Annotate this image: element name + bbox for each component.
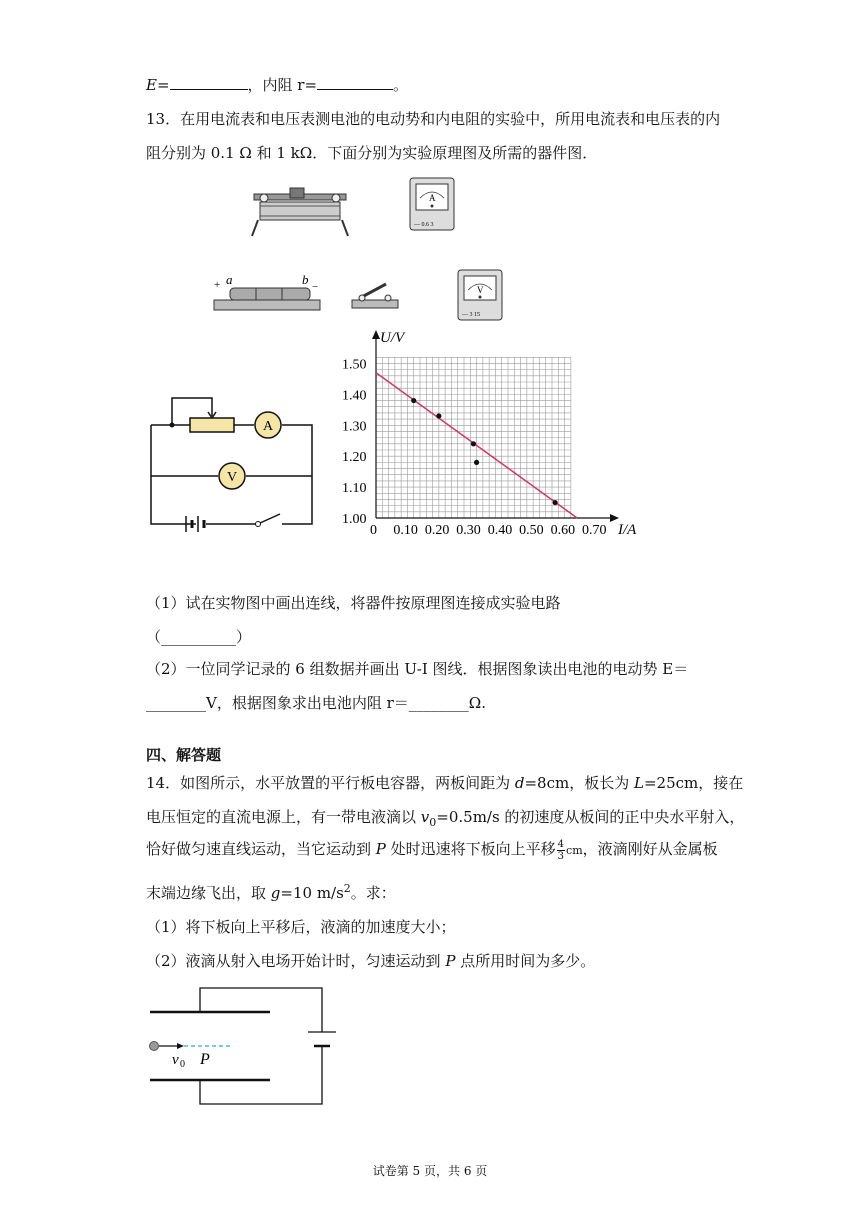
var-L: L [633,774,644,792]
data-point [474,460,479,465]
x-axis-label: I/A [618,522,637,538]
voltmeter-label: V [477,285,484,295]
fraction-denominator: 3 [557,850,565,862]
data-point [553,500,558,505]
q14-text: ，液滴刚好从金属板 [582,840,718,858]
capacitor-figure [140,982,340,1112]
q14-line3 [146,838,718,862]
battery-minus: − [312,281,319,293]
q14-text: 电压恒定的直流电源上，有一带电液滴以 [146,808,421,826]
switch-icon [352,284,398,308]
ammeter-scale: — 0.6 3 [414,222,434,228]
q13-text-line2: 阻分别为 0.1 Ω 和 1 kΩ．下面分别为实验原理图及所需的器件图． [146,144,598,162]
x-tick-label: 0.30 [456,523,481,538]
ammeter-symbol-label: A [263,419,274,434]
q14-text: =0.5m/s 的初速度从板间的正中央水平射入， [436,808,745,826]
q14-line4 [146,882,396,903]
var-P: P [375,840,386,858]
q14-text: =10 m/s [280,884,344,902]
x-tick-label: 0.70 [582,523,607,538]
battery-terminal-b: b [302,272,309,287]
y-tick-label: 1.20 [342,450,367,466]
fig-v-label: v [172,1052,179,1068]
voltmeter-scale: — 3 15 [462,312,480,318]
fraction-numerator: 4 [557,838,565,850]
page-footer: 试卷第 5 页，共 6 页 [372,1164,488,1178]
q14-sub2 [146,950,595,971]
y-axis-arrow [372,330,380,339]
answer-blank [170,89,248,90]
q14-text: =8cm，板长为 [524,774,634,792]
q14-text: 处时迅速将下板向上平移 [385,840,556,858]
q13-text-line1: 13．在用电流表和电压表测电池的电动势和内电阻的实验中，所用电流表和电压表的内 [146,110,721,128]
q14-text: =25cm，接在 [643,774,744,792]
line-end: 。 [393,76,409,94]
x-tick-label: 0.50 [519,523,544,538]
circuit-diagram [146,390,326,540]
var-g: g [270,884,281,902]
battery-terminal-a: a [226,272,233,287]
apparatus-figure [200,172,530,322]
q14-line1 [146,772,743,793]
q14-text: （2）液滴从射入电场开始计时，匀速运动到 [146,952,446,970]
u-i-chart [338,330,648,545]
superscript: 2 [343,882,351,895]
y-tick-label: 1.10 [342,481,367,497]
y-tick-label: 1.50 [342,357,367,373]
q13-sub2-line2: ________V，根据图象求出电池内阻 r＝________Ω. [146,694,486,712]
battery-icon [214,272,320,310]
y-tick-label: 1.30 [342,419,367,435]
voltmeter-symbol-label: V [227,470,238,485]
fig-P-label: P [200,1051,210,1068]
x-axis-arrow [610,514,619,522]
var-v: v [420,808,430,826]
subscript: 0 [429,816,437,829]
rheostat-icon [252,188,348,236]
q12-answer-line [146,74,408,95]
x-tick-label: 0.60 [550,523,576,538]
var-P: P [445,952,456,970]
data-point [471,441,476,446]
data-point [411,398,416,403]
q13-sub2-line1: （2）一位同学记录的 6 组数据并画出 U-I 图线．根据图象读出电池的电动势 E＝ [146,660,689,678]
q13-sub1-blank: （__________） [146,628,252,646]
x-tick-label: 0.40 [487,523,513,538]
chart-grid [376,357,571,518]
q14-text: 点所用时间为多少。 [455,952,596,970]
q14-text: 恰好做匀速直线运动，当它运动到 [146,840,376,858]
data-point [436,413,441,418]
e-label: E= [146,76,170,94]
q14-text: 14．如图所示，水平放置的平行板电容器，两板间距为 [146,774,515,792]
origin-label: 0 [370,523,377,538]
rheostat-symbol [190,418,234,432]
switch-symbol [256,514,281,527]
y-axis-label: U/V [380,330,405,346]
q14-text: 。求： [350,884,396,902]
q14-line2 [146,806,744,829]
ammeter-label: A [429,193,436,203]
unit: cm [566,844,583,857]
q14-text: 末端边缘飞出，取 [146,884,271,902]
x-tick-label: 0.10 [393,523,418,538]
voltmeter-icon [458,270,502,320]
fraction [557,839,565,862]
section-title: 四、解答题 [146,746,222,764]
y-tick-label: 1.00 [342,512,367,527]
battery-plus: + [214,279,221,291]
y-tick-label: 1.40 [342,388,367,404]
fig-v-subscript: 0 [180,1059,185,1070]
r-label: ，内阻 r= [247,76,318,94]
answer-blank [317,89,393,90]
q13-sub1: （1）试在实物图中画出连线，将器件按原理图连接成实验电路 [146,594,561,612]
ammeter-icon [410,178,454,230]
x-tick-label: 0.20 [424,523,450,538]
var-d: d [514,774,525,792]
q14-sub1: （1）将下板向上平移后，液滴的加速度大小； [146,918,456,936]
droplet-icon [150,1042,159,1051]
